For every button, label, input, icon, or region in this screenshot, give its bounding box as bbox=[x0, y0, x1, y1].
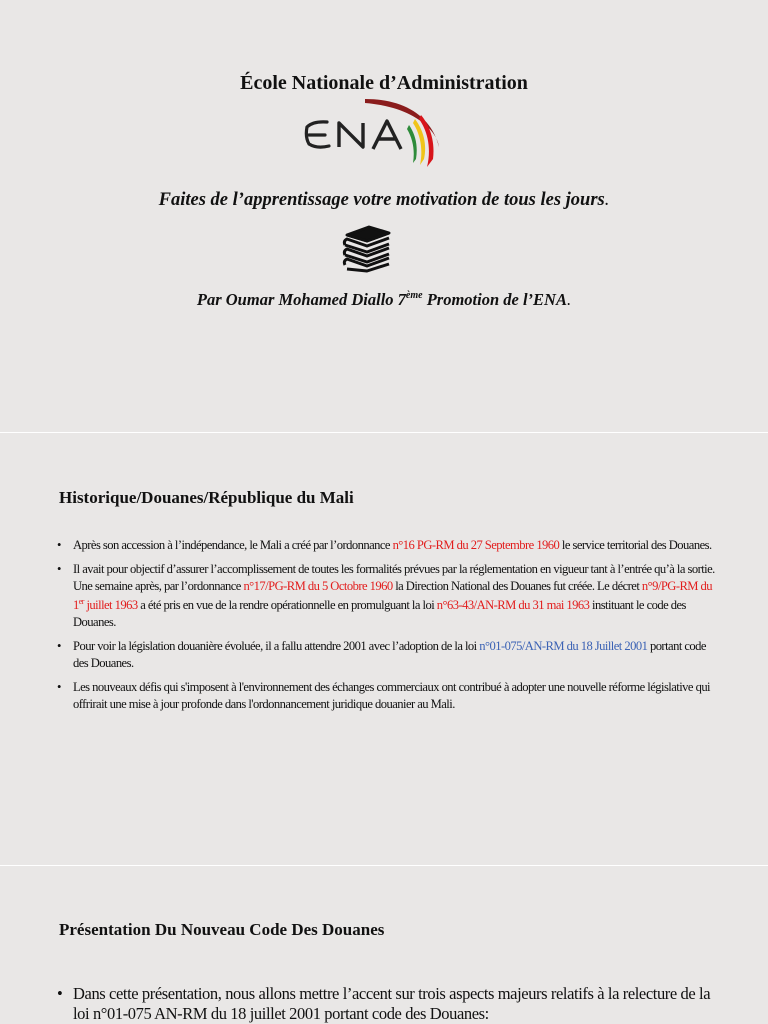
history-title: Historique/Douanes/République du Mali bbox=[59, 488, 354, 507]
presentation-slide bbox=[0, 866, 768, 1024]
bullet-icon: • bbox=[57, 639, 61, 654]
history-slide bbox=[0, 433, 768, 865]
bullet-icon: • bbox=[57, 679, 61, 694]
author-line: Par Oumar Mohamed Diallo 7ème Promotion de l’ENA. bbox=[196, 289, 572, 309]
bullet-icon: • bbox=[57, 538, 61, 552]
title-slide bbox=[0, 0, 768, 432]
bullet-icon: • bbox=[57, 561, 61, 576]
ena-logo bbox=[303, 97, 443, 171]
history-bullet-list bbox=[56, 537, 716, 719]
presentation-bullet-list bbox=[56, 984, 726, 1024]
list-item: • Il avait pour objectif d’assurer l’accomplissement de toutes les formalités prévues par la réglementation en vigueur tant à l’entrée qu’à la sortie. Une semaine après, par l’ordonnance n°17/PG-RM du 5 Octobre 1960 la Direction National des Douanes fut créée. Le décret n°9/PG-RM du 1er juillet 1963 a été pris en vue de la rendre opérationnelle en promulguant la loi n°63-43/AN-RM du 31 mai 1963 instituant le code des Douanes. bbox=[57, 561, 715, 630]
presentation-title: Présentation Du Nouveau Code Des Douanes bbox=[59, 920, 385, 939]
bullet-icon: • bbox=[57, 984, 63, 1003]
list-item: • Les nouveaux défis qui s'imposent à l'environnement des échanges commerciaux ont contribué à adopter une nouvelle réforme législative qui offrirait une mise à jour profonde dans l'ordonnancement juridique douanier au Mali. bbox=[57, 679, 711, 711]
books-stack-icon bbox=[341, 223, 393, 273]
list-item: • Pour voir la législation douanière évoluée, il a fallu attendre 2001 avec l’adoption de la loi n°01-075/AN-RM du 18 Juillet 2001 portant code des Douanes. bbox=[57, 639, 706, 670]
list-item: • Dans cette présentation, nous allons mettre l’accent sur trois aspects majeurs relatifs à la relecture de la loi n°01-075 AN-RM du 18 juillet 2001 portant code des Douanes: bbox=[57, 984, 711, 1023]
school-title: École Nationale d’Administration bbox=[240, 72, 528, 94]
motto: Faites de l’apprentissage votre motivation de tous les jours. bbox=[158, 190, 610, 210]
list-item: • Après son accession à l’indépendance, le Mali a créé par l’ordonnance n°16 PG-RM du 27 Septembre 1960 le service territorial des Douanes. bbox=[57, 538, 712, 552]
